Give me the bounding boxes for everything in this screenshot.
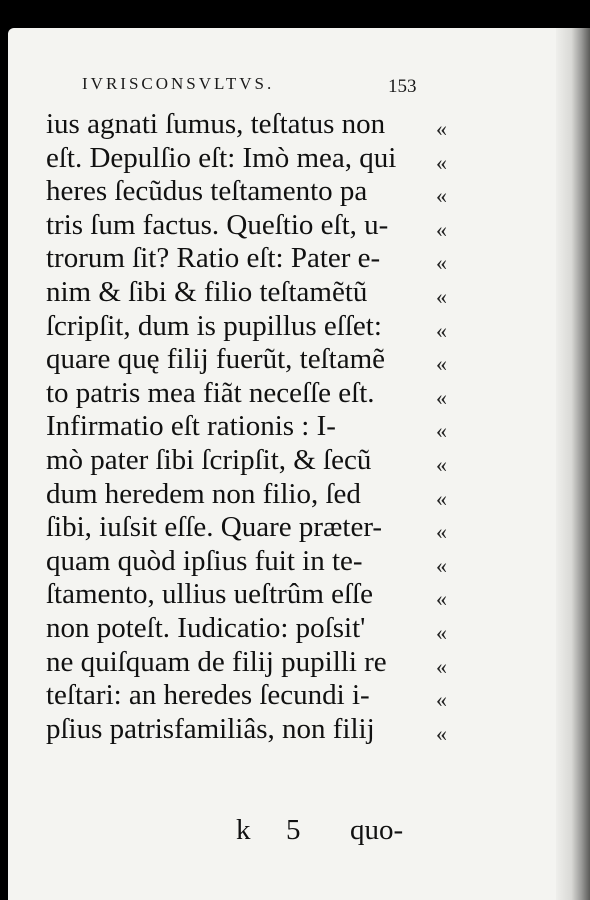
text-line: non poteſt. Iudicatio: poſsit' <box>46 612 366 644</box>
marginal-quote-mark: « <box>436 149 447 175</box>
text-line: ne quiſquam de filij pupilli re <box>46 645 387 678</box>
marginal-quote-mark: « <box>436 183 447 209</box>
marginal-quote-mark: « <box>436 687 447 713</box>
marginal-quote-mark: « <box>436 452 447 477</box>
text-line: ſibi, iuſsit eſſe. Quare præter- <box>46 511 383 544</box>
text-line: quam quòd ipſius fuit in te- <box>46 544 363 577</box>
text-line: ſcripſit, dum is pupillus eſſet: <box>46 309 382 342</box>
marginal-quote-mark: « <box>436 586 447 612</box>
marginal-quote-mark: « <box>436 284 447 309</box>
page-gutter-shadow <box>556 28 590 900</box>
marginal-quote-mark: « <box>436 384 447 410</box>
catchword: quo- <box>350 814 404 846</box>
text-line: trorum ſit? Ratio eſt: Pater e- <box>46 242 381 275</box>
marginal-quote-mark: « <box>436 720 447 746</box>
text-line: quare quę filij fuerũt, teſtamẽ <box>46 343 385 376</box>
marginal-quote-mark: « <box>436 351 447 377</box>
text-line: ius agnati ſumus, teſtatus non <box>46 108 386 140</box>
marginal-quote-mark: « <box>436 485 447 511</box>
marginal-quote-mark: « <box>436 250 447 276</box>
text-line: dum heredem non filio, ſed <box>46 477 361 510</box>
text-line: teſtari: an heredes ſecundi i- <box>46 679 370 712</box>
marginal-quote-mark: « <box>436 116 447 141</box>
text-line: eſt. Depulſio eſt: Imò mea, qui <box>46 141 397 174</box>
marginal-quote-mark: « <box>436 653 447 679</box>
signature-number: 5 <box>286 814 301 846</box>
text-line: heres ſecũdus teſtamento pa <box>46 175 368 208</box>
text-line: pſius patrisfamiliâs, non filij <box>46 712 375 745</box>
text-line: nim & ſibi & filio teſtamẽtũ <box>46 276 368 308</box>
marginal-quote-mark: « <box>436 519 447 545</box>
marginal-quote-mark: « <box>436 552 447 578</box>
marginal-quote-mark: « <box>436 418 447 444</box>
signature-mark: k <box>236 814 251 846</box>
running-head: IVRISCONSVLTVS. <box>82 74 275 93</box>
marginal-quote-mark: « <box>436 620 447 645</box>
marginal-quote-mark: « <box>436 216 447 242</box>
page-number: 153 <box>388 76 417 97</box>
text-line: tris ſum factus. Queſtio eſt, u- <box>46 208 389 241</box>
text-line: ſtamento, ullius ueſtrûm eſſe <box>46 578 373 611</box>
text-line: to patris mea fiãt neceſſe eſt. <box>46 376 375 409</box>
marginal-quote-mark: « <box>436 317 447 343</box>
text-line: mò pater ſibi ſcripſit, & ſecũ <box>46 444 372 476</box>
text-line: Infirmatio eſt rationis : I- <box>46 410 336 443</box>
